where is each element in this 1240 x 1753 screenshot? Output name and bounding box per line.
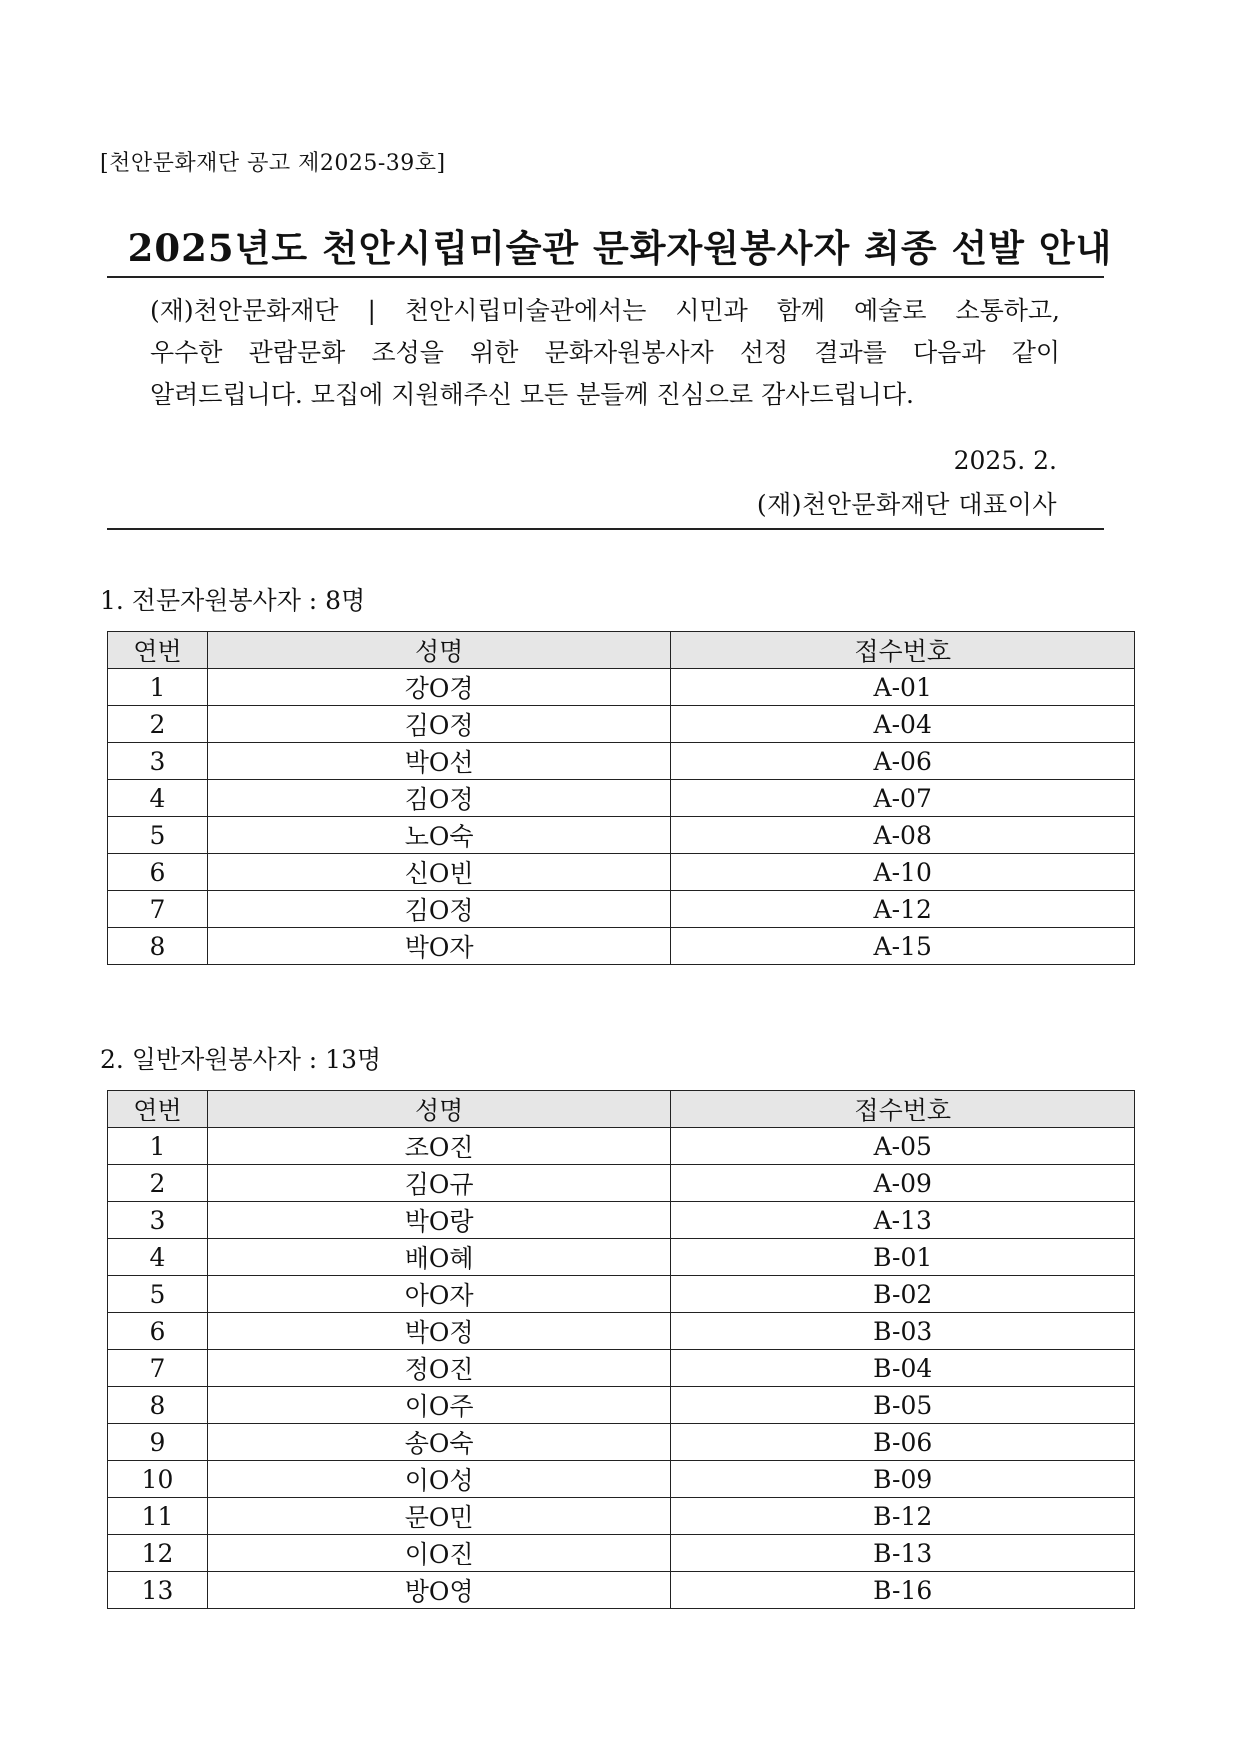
row-number-cell: 5	[108, 817, 208, 854]
name-cell: 박O자	[207, 928, 671, 965]
receipt-number-cell: A-05	[671, 1128, 1135, 1165]
table-row	[108, 1535, 1135, 1572]
professional-volunteer-table	[107, 631, 1135, 965]
row-number-cell: 4	[108, 1239, 208, 1276]
receipt-number-cell: A-06	[671, 743, 1135, 780]
name-cell: 이O주	[207, 1387, 671, 1424]
top-divider	[107, 276, 1104, 278]
row-number-cell: 11	[108, 1498, 208, 1535]
table-row	[108, 1387, 1135, 1424]
name-cell: 아O자	[207, 1276, 671, 1313]
receipt-number-cell: B-12	[671, 1498, 1135, 1535]
name-cell: 노O숙	[207, 817, 671, 854]
column-header-receipt: 접수번호	[671, 1091, 1135, 1128]
receipt-number-cell: A-10	[671, 854, 1135, 891]
table-row	[108, 1276, 1135, 1313]
row-number-cell: 1	[108, 669, 208, 706]
table-row	[108, 780, 1135, 817]
intro-line: (재)천안문화재단 | 천안시립미술관에서는 시민과 함께 예술로 소통하고,	[150, 296, 1060, 325]
name-cell: 김O정	[207, 891, 671, 928]
receipt-number-cell: B-13	[671, 1535, 1135, 1572]
column-header-receipt: 접수번호	[671, 632, 1135, 669]
row-number-cell: 6	[108, 854, 208, 891]
name-cell: 신O빈	[207, 854, 671, 891]
name-cell: 이O성	[207, 1461, 671, 1498]
row-number-cell: 5	[108, 1276, 208, 1313]
notice-number: [천안문화재단 공고 제2025-39호]	[100, 151, 446, 176]
intro-line: 우수한 관람문화 조성을 위한 문화자원봉사자 선정 결과를 다음과 같이	[150, 338, 1060, 367]
receipt-number-cell: B-06	[671, 1424, 1135, 1461]
table-row	[108, 706, 1135, 743]
table-row	[108, 1498, 1135, 1535]
row-number-cell: 7	[108, 891, 208, 928]
intro-paragraph	[150, 290, 1060, 416]
receipt-number-cell: B-03	[671, 1313, 1135, 1350]
name-cell: 문O민	[207, 1498, 671, 1535]
row-number-cell: 2	[108, 706, 208, 743]
receipt-number-cell: B-01	[671, 1239, 1135, 1276]
table-row	[108, 669, 1135, 706]
receipt-number-cell: B-16	[671, 1572, 1135, 1609]
name-cell: 박O랑	[207, 1202, 671, 1239]
row-number-cell: 8	[108, 928, 208, 965]
row-number-cell: 8	[108, 1387, 208, 1424]
table-row	[108, 743, 1135, 780]
table-row	[108, 854, 1135, 891]
table-row	[108, 1572, 1135, 1609]
bottom-divider	[107, 528, 1104, 530]
table-row	[108, 1128, 1135, 1165]
table-header-row	[108, 632, 1135, 669]
column-header-number: 연번	[108, 632, 208, 669]
name-cell: 박O정	[207, 1313, 671, 1350]
row-number-cell: 1	[108, 1128, 208, 1165]
column-header-number: 연번	[108, 1091, 208, 1128]
name-cell: 김O정	[207, 780, 671, 817]
intro-line: 알려드립니다. 모집에 지원해주신 모든 분들께 진심으로 감사드립니다.	[150, 380, 914, 409]
column-header-name: 성명	[207, 1091, 671, 1128]
name-cell: 박O선	[207, 743, 671, 780]
name-cell: 이O진	[207, 1535, 671, 1572]
table-row	[108, 1313, 1135, 1350]
table-row	[108, 817, 1135, 854]
section-title-professional: 1. 전문자원봉사자 : 8명	[100, 586, 366, 615]
row-number-cell: 7	[108, 1350, 208, 1387]
receipt-number-cell: A-07	[671, 780, 1135, 817]
table-row	[108, 1165, 1135, 1202]
row-number-cell: 9	[108, 1424, 208, 1461]
column-header-name: 성명	[207, 632, 671, 669]
table-row	[108, 1350, 1135, 1387]
general-volunteer-table	[107, 1090, 1135, 1609]
name-cell: 송O숙	[207, 1424, 671, 1461]
row-number-cell: 2	[108, 1165, 208, 1202]
notice-date: 2025. 2.	[953, 446, 1057, 475]
receipt-number-cell: A-04	[671, 706, 1135, 743]
receipt-number-cell: B-05	[671, 1387, 1135, 1424]
table-row	[108, 1424, 1135, 1461]
table-row	[108, 928, 1135, 965]
row-number-cell: 3	[108, 1202, 208, 1239]
receipt-number-cell: A-09	[671, 1165, 1135, 1202]
name-cell: 조O진	[207, 1128, 671, 1165]
issuer-name: (재)천안문화재단 대표이사	[756, 490, 1057, 519]
receipt-number-cell: B-04	[671, 1350, 1135, 1387]
section-title-general: 2. 일반자원봉사자 : 13명	[100, 1045, 382, 1074]
receipt-number-cell: B-02	[671, 1276, 1135, 1313]
table-row	[108, 1239, 1135, 1276]
name-cell: 강O경	[207, 669, 671, 706]
row-number-cell: 6	[108, 1313, 208, 1350]
name-cell: 방O영	[207, 1572, 671, 1609]
receipt-number-cell: A-15	[671, 928, 1135, 965]
receipt-number-cell: A-13	[671, 1202, 1135, 1239]
table-row	[108, 1202, 1135, 1239]
row-number-cell: 3	[108, 743, 208, 780]
table-row	[108, 891, 1135, 928]
table-row	[108, 1461, 1135, 1498]
name-cell: 배O혜	[207, 1239, 671, 1276]
row-number-cell: 4	[108, 780, 208, 817]
receipt-number-cell: B-09	[671, 1461, 1135, 1498]
name-cell: 김O규	[207, 1165, 671, 1202]
row-number-cell: 12	[108, 1535, 208, 1572]
receipt-number-cell: A-01	[671, 669, 1135, 706]
receipt-number-cell: A-12	[671, 891, 1135, 928]
receipt-number-cell: A-08	[671, 817, 1135, 854]
name-cell: 정O진	[207, 1350, 671, 1387]
row-number-cell: 13	[108, 1572, 208, 1609]
page-title: 2025년도 천안시립미술관 문화자원봉사자 최종 선발 안내	[127, 226, 1113, 270]
row-number-cell: 10	[108, 1461, 208, 1498]
table-header-row	[108, 1091, 1135, 1128]
name-cell: 김O정	[207, 706, 671, 743]
